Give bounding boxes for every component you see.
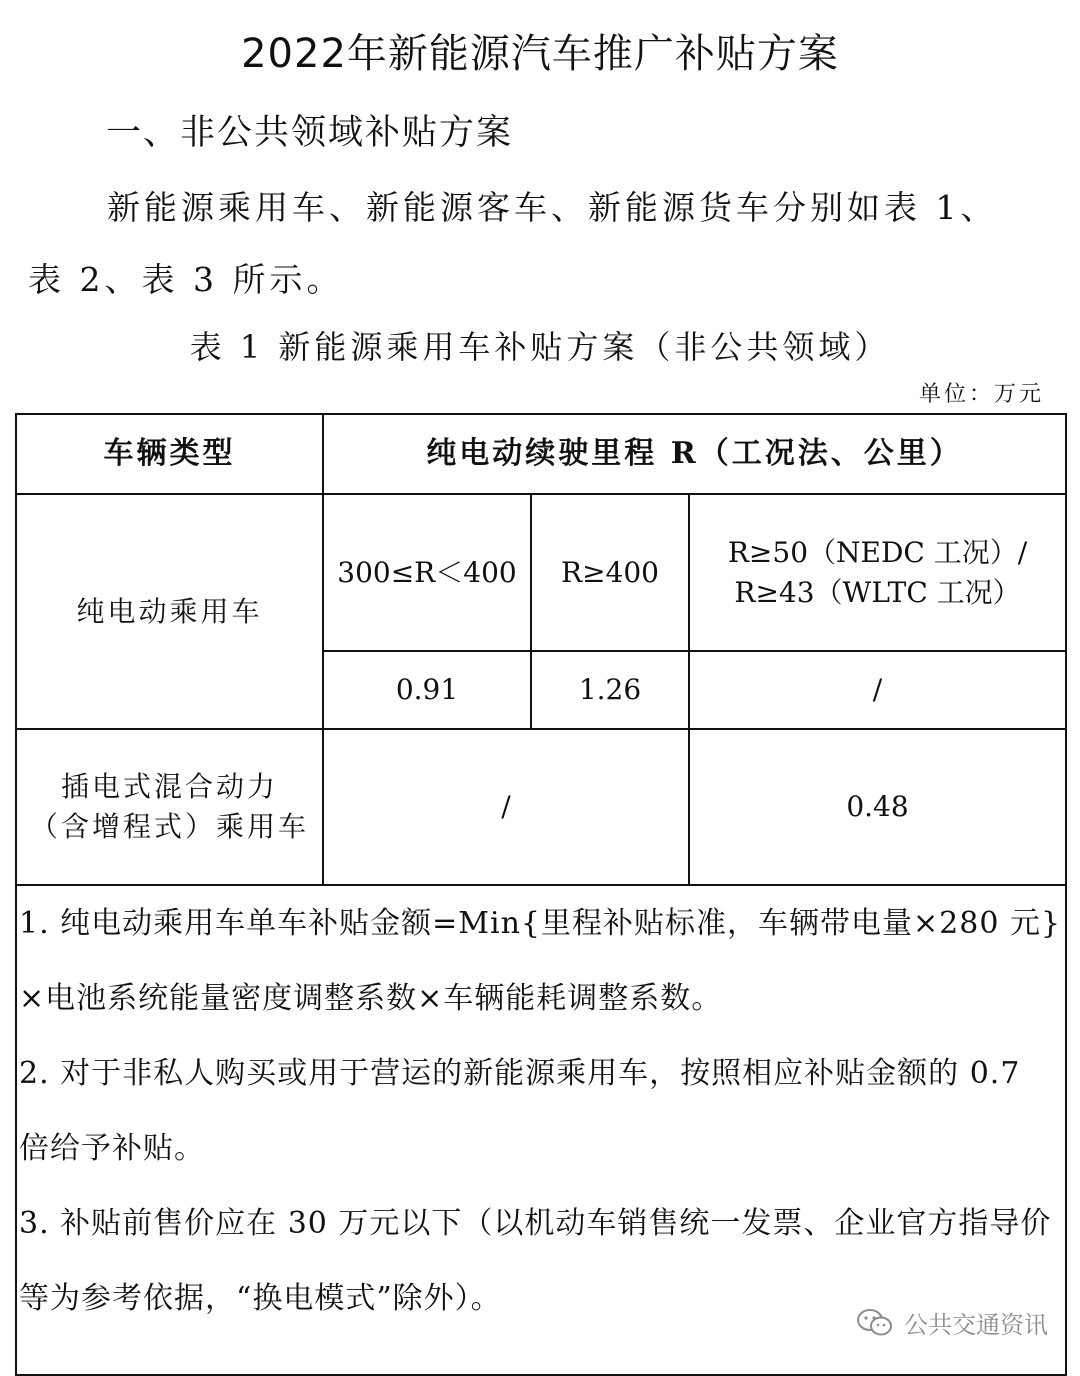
- bev-value-low: /: [689, 651, 1066, 729]
- range-wltc: R≥43（WLTC 工况）: [734, 575, 1021, 609]
- phev-label: [16, 729, 323, 885]
- note-3: 3. 补贴前售价应在 30 万元以下（以机动车销售统一发票、企业官方指导价等为参考依据，“换电模式”除外）。: [19, 1206, 1052, 1316]
- subsidy-table: [15, 413, 1067, 1376]
- bev-value-400-plus: 1.26: [531, 651, 689, 729]
- table-row: [16, 494, 1066, 651]
- note-2: 2. 对于非私人购买或用于营运的新能源乘用车，按照相应补贴金额的 0.7 倍给予补贴。: [19, 1056, 1021, 1166]
- table-caption: 表 1 新能源乘用车补贴方案（非公共领域）: [189, 328, 891, 366]
- range-400-plus: R≥400: [531, 494, 689, 651]
- table-header-row: [16, 414, 1066, 494]
- notes-cell: [16, 885, 1066, 1375]
- header-driving-range: 纯电动续驶里程 R（工况法、公里）: [323, 414, 1066, 494]
- section-heading: 一、非公共领域补贴方案: [106, 113, 514, 153]
- phev-value-right: 0.48: [689, 729, 1066, 885]
- phev-label-line2: （含增程式）乘用车: [29, 810, 309, 843]
- table-row: [16, 729, 1066, 885]
- bev-value-300-400: 0.91: [323, 651, 531, 729]
- unit-label: 单位：万元: [918, 382, 1044, 407]
- notes-row: [16, 885, 1066, 1375]
- range-nedc: R≥50（NEDC 工况）/: [727, 535, 1028, 569]
- header-vehicle-type: 车辆类型: [16, 414, 323, 494]
- page-title: 2022年新能源汽车推广补贴方案: [241, 31, 839, 77]
- phev-value-left: /: [323, 729, 689, 885]
- range-low-cell: [689, 494, 1066, 651]
- note-1: 1. 纯电动乘用车单车补贴金额=Min{里程补贴标准，车辆带电量×280 元}×电池系统能量密度调整系数×车辆能耗调整系数。: [19, 906, 1062, 1016]
- bev-label: 纯电动乘用车: [16, 494, 323, 729]
- intro-paragraph-line2: 表 2、表 3 所示。: [28, 260, 344, 299]
- watermark: [856, 1305, 1048, 1340]
- range-300-400: 300≤R＜400: [323, 494, 531, 651]
- phev-label-line1: 插电式混合动力: [60, 770, 278, 803]
- intro-paragraph-line1: 新能源乘用车、新能源客车、新能源货车分别如表 1、: [107, 188, 998, 227]
- wechat-icon: [856, 1308, 894, 1338]
- watermark-text: 公共交通资讯: [904, 1311, 1048, 1339]
